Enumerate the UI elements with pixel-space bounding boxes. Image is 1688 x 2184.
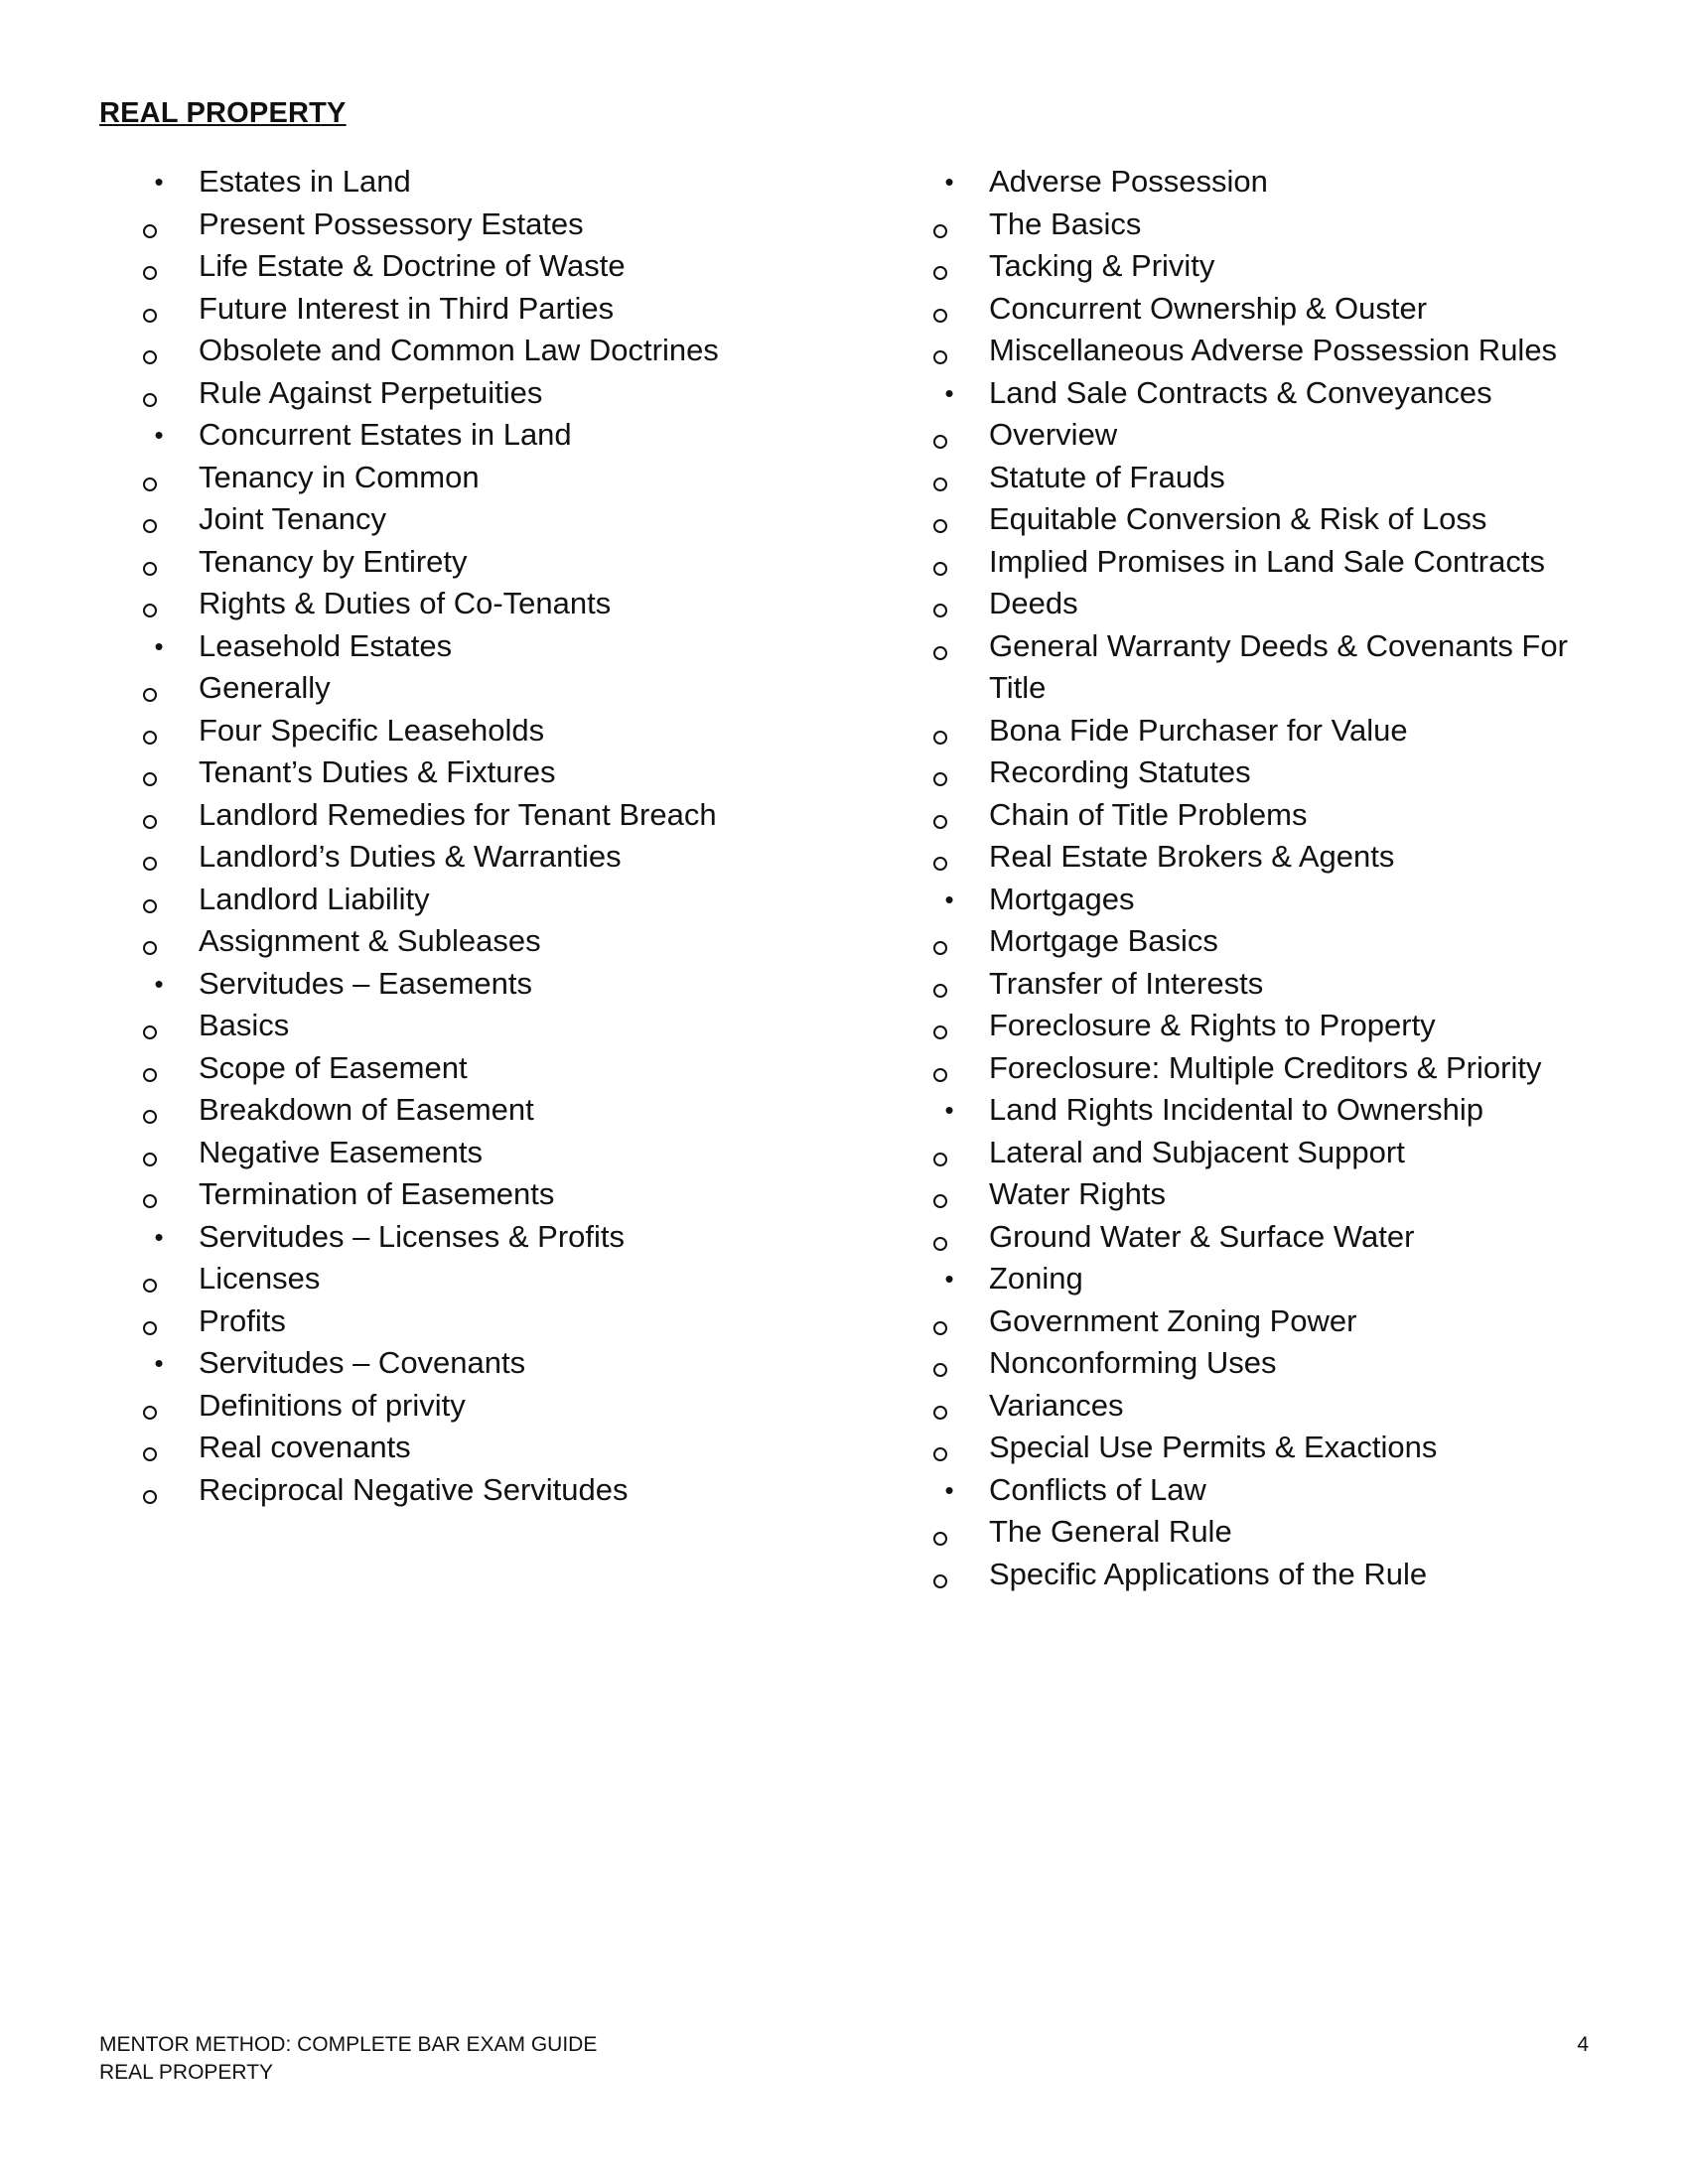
outline-subtopic [99,836,854,879]
outline-subtopic [99,1047,854,1090]
circle-bullet-icon [933,772,947,786]
footer [99,2031,597,2087]
outline-subtopic [890,288,1605,331]
outline-subtopic [99,583,854,625]
outline-subtopic [890,710,1605,752]
circle-bullet-icon [933,478,947,491]
outline-topic-label: Land Sale Contracts & Conveyances [989,374,1492,410]
outline-topic-label: Servitudes – Covenants [199,1345,526,1380]
circle-bullet-icon [933,224,947,238]
outline-subtopic-label: Ground Water & Surface Water [989,1218,1415,1254]
circle-bullet-icon [143,224,157,238]
circle-bullet-icon [143,1490,157,1504]
bullet-icon: • [154,630,164,661]
outline-topic-label: Servitudes – Easements [199,965,533,1001]
circle-bullet-icon [933,815,947,829]
outline-subtopic [890,330,1605,372]
outline-subtopic [99,1132,854,1174]
outline-subtopic [99,710,854,752]
outline-subtopic-label: Transfer of Interests [989,965,1264,1001]
circle-bullet-icon [143,1068,157,1082]
outline-subtopic [890,1132,1605,1174]
outline-topic-label: Servitudes – Licenses & Profits [199,1218,626,1254]
circle-bullet-icon [933,519,947,533]
circle-bullet-icon [143,731,157,745]
outline-topic [99,1342,854,1385]
bullet-icon: • [944,884,954,914]
circle-bullet-icon [143,1447,157,1461]
circle-bullet-icon [933,1574,947,1588]
outline-subtopic-label: The General Rule [989,1514,1232,1549]
outline-topic [890,1089,1605,1132]
outline-subtopic [99,330,854,372]
outline-subtopic-label: Statute of Frauds [989,459,1225,494]
outline-subtopic [99,1469,854,1512]
outline-subtopic-label: Recording Statutes [989,754,1251,789]
outline-topic [890,161,1605,204]
bullet-icon: • [154,968,164,999]
outline-subtopic [890,625,1605,710]
outline-subtopic [99,372,854,415]
outline-subtopic [99,1258,854,1300]
circle-bullet-icon [143,899,157,913]
outline-subtopic-label: Definitions of privity [199,1387,466,1423]
circle-bullet-icon [933,941,947,955]
outline-subtopic-label: Tacking & Privity [989,248,1215,283]
outline-subtopic-label: Future Interest in Third Parties [199,290,615,326]
outline-subtopic-label: Obsolete and Common Law Doctrines [199,333,719,367]
circle-bullet-icon [933,1447,947,1461]
page-title: REAL PROPERTY [99,97,347,129]
outline-subtopic [99,245,854,288]
outline-subtopic-label: Landlord Liability [199,881,430,916]
circle-bullet-icon [143,1321,157,1335]
circle-bullet-icon [933,1321,947,1335]
outline-topic [99,625,854,668]
outline-subtopic [890,457,1605,499]
outline-subtopic-label: Nonconforming Uses [989,1345,1277,1380]
circle-bullet-icon [933,604,947,617]
outline-subtopic [99,1385,854,1428]
circle-bullet-icon [143,266,157,280]
outline-topic [890,879,1605,921]
outline-subtopic [99,1300,854,1343]
circle-bullet-icon [143,309,157,323]
outline-subtopic-label: Deeds [989,586,1078,620]
outline-subtopic-label: Equitable Conversion & Risk of Loss [989,501,1487,536]
circle-bullet-icon [143,857,157,871]
outline-subtopic-label: Termination of Easements [199,1176,555,1211]
circle-bullet-icon [143,1153,157,1166]
outline-subtopic-label: Tenancy by Entirety [199,543,468,579]
page-number: 4 [1577,2033,1589,2056]
footer-guide-title: MENTOR METHOD: COMPLETE BAR EXAM GUIDE [99,2033,598,2056]
outline-subtopic [890,204,1605,246]
outline-subtopic-label: Profits [199,1302,286,1338]
outline-subtopic-label: General Warranty Deeds & Covenants For Title [989,627,1568,705]
outline-topic-label: Leasehold Estates [199,627,453,663]
bullet-icon: • [154,1221,164,1252]
outline-topic-label: Conflicts of Law [989,1471,1206,1507]
circle-bullet-icon [143,350,157,364]
outline-topic-label: Concurrent Estates in Land [199,417,572,452]
outline-subtopic-label: Bona Fide Purchaser for Value [989,712,1408,748]
circle-bullet-icon [143,1194,157,1208]
outline-subtopic-label: Specific Applications of the Rule [989,1556,1428,1591]
circle-bullet-icon [933,731,947,745]
outline-subtopic-label: The Basics [989,205,1142,241]
outline-subtopic-label: Mortgage Basics [989,923,1218,958]
outline-subtopic-label: Chain of Title Problems [989,796,1308,832]
outline-topic [890,1469,1605,1512]
outline-subtopic-label: Real Estate Brokers & Agents [989,839,1395,874]
outline-subtopic-label: Reciprocal Negative Servitudes [199,1471,629,1507]
outline-subtopic [890,1342,1605,1385]
outline-subtopic-label: Negative Easements [199,1134,484,1169]
outline-topic [99,963,854,1006]
circle-bullet-icon [143,1110,157,1124]
outline-topic [99,414,854,457]
circle-bullet-icon [933,1237,947,1251]
outline-subtopic-label: Four Specific Leaseholds [199,712,545,748]
outline-subtopic [890,541,1605,584]
bullet-icon: • [944,1095,954,1125]
circle-bullet-icon [933,1406,947,1420]
circle-bullet-icon [143,519,157,533]
outline-subtopic [890,920,1605,963]
circle-bullet-icon [143,562,157,576]
outline-subtopic [890,794,1605,837]
circle-bullet-icon [143,941,157,955]
outline-subtopic-label: Scope of Easement [199,1049,468,1085]
bullet-icon: • [154,1348,164,1378]
circle-bullet-icon [933,1153,947,1166]
outline-subtopic [99,457,854,499]
outline-subtopic [890,1173,1605,1216]
circle-bullet-icon [933,266,947,280]
circle-bullet-icon [143,688,157,702]
circle-bullet-icon [143,393,157,407]
circle-bullet-icon [143,1279,157,1293]
outline-subtopic-label: Implied Promises in Land Sale Contracts [989,543,1545,579]
circle-bullet-icon [933,350,947,364]
outline-subtopic [890,751,1605,794]
outline-subtopic-label: Basics [199,1008,290,1042]
outline-subtopic-label: Landlord Remedies for Tenant Breach [199,796,717,832]
outline-subtopic [890,414,1605,457]
outline-topic-label: Land Rights Incidental to Ownership [989,1092,1484,1127]
outline-subtopic [99,751,854,794]
bullet-icon: • [944,1264,954,1294]
outline-subtopic-label: Special Use Permits & Exactions [989,1430,1438,1464]
circle-bullet-icon [933,1363,947,1377]
outline-subtopic-label: Assignment & Subleases [199,923,541,958]
outline-subtopic [890,1385,1605,1428]
circle-bullet-icon [933,309,947,323]
outline-topic [99,161,854,204]
outline-subtopic [99,1089,854,1132]
outline-column-left [99,161,854,1511]
circle-bullet-icon [933,1194,947,1208]
outline-subtopic-label: Tenancy in Common [199,459,480,494]
outline-topic-label: Mortgages [989,881,1135,916]
outline-topic [890,372,1605,415]
circle-bullet-icon [933,1025,947,1039]
outline-subtopic [99,1173,854,1216]
circle-bullet-icon [933,435,947,449]
outline-subtopic [890,1047,1605,1090]
outline-subtopic [890,498,1605,541]
outline-subtopic [890,963,1605,1006]
outline-subtopic [99,541,854,584]
outline-subtopic-label: Real covenants [199,1430,411,1464]
circle-bullet-icon [933,1068,947,1082]
outline-subtopic-label: Generally [199,670,331,705]
circle-bullet-icon [143,604,157,617]
circle-bullet-icon [143,478,157,491]
outline-subtopic [99,204,854,246]
outline-topic-label: Adverse Possession [989,164,1268,199]
outline-subtopic [890,836,1605,879]
outline-subtopic-label: Government Zoning Power [989,1302,1357,1338]
bullet-icon: • [944,1474,954,1505]
outline-subtopic-label: Concurrent Ownership & Ouster [989,290,1428,326]
outline-subtopic-label: Life Estate & Doctrine of Waste [199,248,626,283]
circle-bullet-icon [143,772,157,786]
outline-subtopic-label: Rights & Duties of Co-Tenants [199,586,612,620]
bullet-icon: • [154,420,164,450]
outline-subtopic [99,920,854,963]
outline-subtopic-label: Present Possessory Estates [199,205,584,241]
circle-bullet-icon [143,1025,157,1039]
circle-bullet-icon [143,815,157,829]
outline-subtopic-label: Licenses [199,1261,321,1296]
outline-column-right [890,161,1605,1595]
outline-topic-label: Zoning [989,1261,1083,1296]
outline-subtopic [99,1427,854,1469]
outline-subtopic [890,583,1605,625]
circle-bullet-icon [933,1532,947,1546]
outline-subtopic [890,1511,1605,1554]
outline-topic [890,1258,1605,1300]
outline-subtopic-label: Breakdown of Easement [199,1092,534,1127]
circle-bullet-icon [933,857,947,871]
bullet-icon: • [944,167,954,197]
outline-topic-label: Estates in Land [199,164,411,199]
outline-subtopic [99,498,854,541]
outline-subtopic-label: Overview [989,417,1118,452]
outline-subtopic [890,245,1605,288]
outline-subtopic [890,1005,1605,1047]
outline-subtopic [99,288,854,331]
outline-subtopic [99,794,854,837]
outline-subtopic-label: Foreclosure: Multiple Creditors & Priority [989,1049,1542,1085]
outline-subtopic-label: Foreclosure & Rights to Property [989,1008,1436,1042]
footer-section-name: REAL PROPERTY [99,2061,274,2084]
bullet-icon: • [154,167,164,197]
circle-bullet-icon [143,1406,157,1420]
outline-subtopic [890,1300,1605,1343]
outline-subtopic [890,1427,1605,1469]
bullet-icon: • [944,377,954,408]
outline-subtopic [99,1005,854,1047]
outline-subtopic [99,879,854,921]
outline-topic [99,1216,854,1259]
outline-subtopic [890,1554,1605,1596]
circle-bullet-icon [933,984,947,998]
outline-subtopic-label: Lateral and Subjacent Support [989,1134,1405,1169]
outline-subtopic [890,1216,1605,1259]
outline-subtopic [99,667,854,710]
outline-subtopic-label: Landlord’s Duties & Warranties [199,839,622,874]
outline-subtopic-label: Rule Against Perpetuities [199,374,543,410]
outline-subtopic-label: Water Rights [989,1176,1167,1211]
outline-subtopic-label: Tenant’s Duties & Fixtures [199,754,556,789]
outline-subtopic-label: Miscellaneous Adverse Possession Rules [989,333,1558,367]
outline-subtopic-label: Joint Tenancy [199,501,386,536]
outline-subtopic-label: Variances [989,1387,1124,1423]
circle-bullet-icon [933,646,947,660]
circle-bullet-icon [933,562,947,576]
